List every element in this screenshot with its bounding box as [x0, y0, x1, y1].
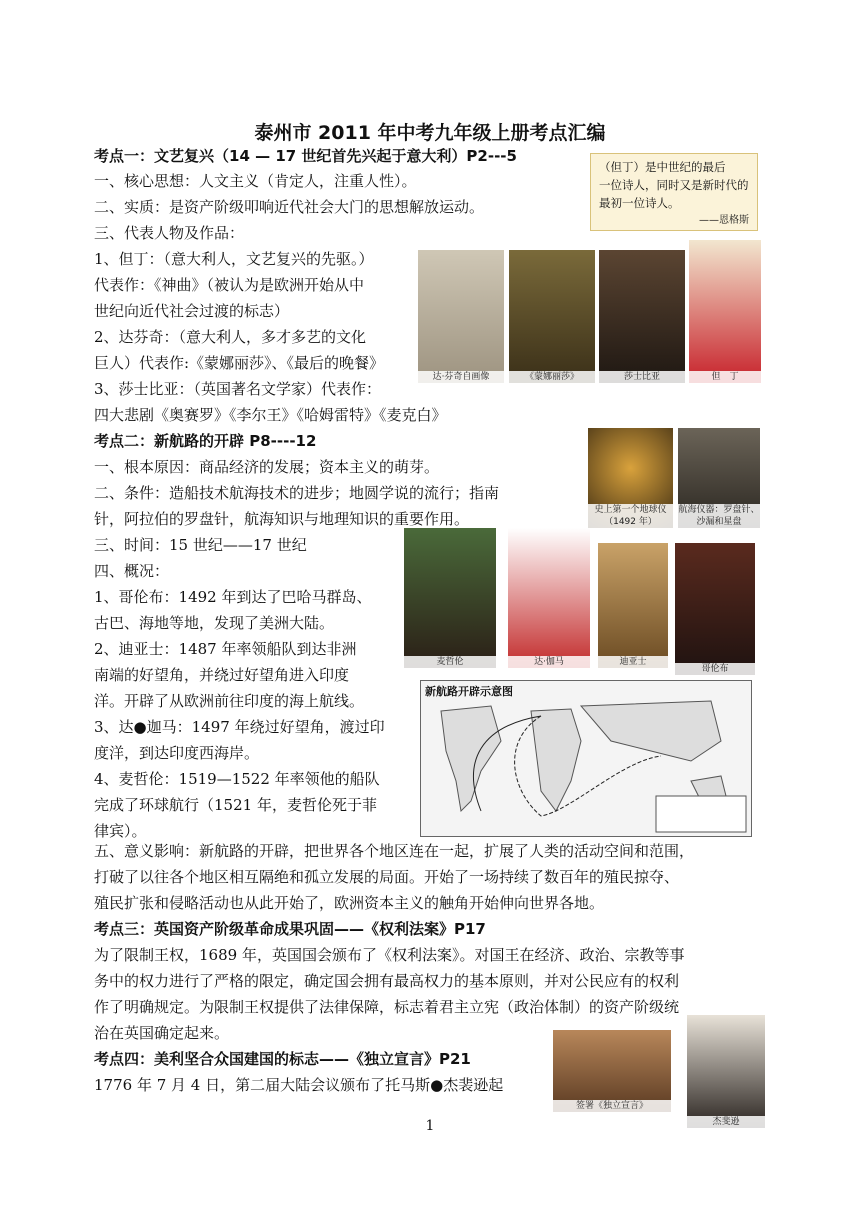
- page-number: 1: [425, 1118, 435, 1134]
- text-line: 1776 年 7 月 4 日，第二届大陆会议颁布了托马斯●杰裴逊起: [94, 1076, 504, 1094]
- text-line: 打破了以往各个地区相互隔绝和孤立发展的局面。开始了一场持续了数百年的殖民掠夺、: [94, 868, 680, 886]
- dias-portrait: [598, 543, 668, 668]
- voyage-map: [420, 680, 752, 837]
- quote-line: 最初一位诗人。: [599, 196, 680, 210]
- text-line: 完成了环球航行（1521 年，麦哲伦死于菲: [94, 796, 377, 814]
- text-line: 2、达芬奇：（意大利人，多才多艺的文化: [94, 328, 367, 346]
- caption: 史上第一个地球仪（1492 年）: [588, 504, 673, 528]
- text-line: 治在英国确定起来。: [94, 1024, 230, 1042]
- map-drawing: [421, 681, 751, 836]
- caption: 莎士比亚: [599, 371, 685, 383]
- text-line: 为了限制王权，1689 年，英国国会颁布了《权利法案》。对国王在经济、政治、宗教等事: [94, 946, 685, 964]
- davinci-portrait: [418, 250, 504, 383]
- jefferson-portrait: [687, 1015, 765, 1128]
- compass-image: [678, 428, 760, 528]
- caption: 航海仪器：罗盘针、沙漏和星盘: [678, 505, 760, 527]
- text-line: 度洋，到达印度西海岸。: [94, 744, 260, 762]
- quote-line: 一位诗人，同时又是新时代的: [599, 178, 749, 192]
- text-line: 代表作：《神曲》（被认为是欧洲开始从中: [94, 276, 365, 294]
- magellan-portrait: [404, 528, 496, 668]
- text-line: 二、条件：造船技术航海技术的进步；地圆学说的流行；指南: [94, 484, 500, 502]
- text-line: 世纪向近代社会过渡的标志）: [94, 302, 290, 320]
- columbus-portrait: [675, 543, 755, 675]
- text-line: 二、实质：是资产阶级叩响近代社会大门的思想解放运动。: [94, 198, 485, 216]
- section-heading: 考点一：文艺复兴（14 — 17 世纪首先兴起于意大利）P2---5: [94, 147, 517, 165]
- map-title: 新航路开辟示意图: [425, 685, 513, 698]
- declaration-painting: [553, 1030, 671, 1112]
- section-heading: 考点三：英国资产阶级革命成果巩固——《权利法案》P17: [94, 920, 486, 938]
- text-line: 务中的权力进行了严格的限定，确定国会拥有最高权力的基本原则，并对公民应有的权利: [94, 972, 680, 990]
- caption: 杰斐逊: [687, 1116, 765, 1128]
- caption: 签署《独立宣言》: [553, 1100, 671, 1112]
- text-line: 古巴、海地等地，发现了美洲大陆。: [94, 614, 335, 632]
- shakespeare-portrait: [599, 250, 685, 383]
- text-line: 1、但丁：（意大利人，文艺复兴的先驱。）: [94, 250, 374, 268]
- text-line: 洋。开辟了从欧洲前往印度的海上航线。: [94, 692, 365, 710]
- text-line: 三、时间：15 世纪——17 世纪: [94, 536, 307, 554]
- text-line: 律宾）。: [94, 822, 147, 840]
- text-line: 四大悲剧《奥赛罗》《李尔王》《哈姆雷特》《麦克白》: [94, 406, 447, 424]
- text-line: 1、哥伦布：1492 年到达了巴哈马群岛、: [94, 588, 372, 606]
- text-line: 一、核心思想：人文主义（肯定人，注重人性）。: [94, 172, 417, 190]
- caption: 达·芬奇自画像: [418, 371, 504, 383]
- text-line: 殖民扩张和侵略活动也从此开始了，欧洲资本主义的触角开始伸向世界各地。: [94, 894, 605, 912]
- quote-box: [590, 153, 758, 231]
- text-line: 4、麦哲伦：1519—1522 年率领他的船队: [94, 770, 380, 788]
- mona-lisa-image: [509, 250, 595, 383]
- text-line: 作了明确规定。为限制王权提供了法律保障，标志着君主立宪（政治体制）的资产阶级统: [94, 998, 680, 1016]
- page-title: 泰州市 2011 年中考九年级上册考点汇编: [254, 122, 606, 144]
- quote-author: ——恩格斯: [699, 215, 749, 226]
- text-line: 3、达●迦马：1497 年绕过好望角，渡过印: [94, 718, 385, 736]
- caption: 《蒙娜丽莎》: [509, 371, 595, 383]
- da-gama-portrait: [508, 528, 590, 668]
- text-line: 四、概况：: [94, 562, 170, 580]
- caption: 哥伦布: [675, 663, 755, 675]
- caption: 麦哲伦: [404, 656, 496, 668]
- caption: 达·伽马: [508, 656, 590, 668]
- quote-line: （但丁）是中世纪的最后: [599, 160, 726, 174]
- section-heading: 考点二：新航路的开辟 P8----12: [94, 432, 317, 450]
- dante-portrait: [689, 240, 761, 383]
- text-line: 针，阿拉伯的罗盘针，航海知识与地理知识的重要作用。: [94, 510, 470, 528]
- text-line: 三、代表人物及作品：: [94, 224, 245, 242]
- section-heading: 考点四：美利坚合众国建国的标志——《独立宣言》P21: [94, 1050, 471, 1068]
- text-line: 五、意义影响：新航路的开辟，把世界各个地区连在一起，扩展了人类的活动空间和范围，: [94, 842, 695, 860]
- text-line: 一、根本原因：商品经济的发展；资本主义的萌芽。: [94, 458, 440, 476]
- text-line: 2、迪亚士：1487 年率领船队到达非洲: [94, 640, 357, 658]
- caption: 迪亚士: [598, 656, 668, 668]
- text-line: 3、莎士比亚：（英国著名文学家）代表作：: [94, 380, 382, 398]
- caption: 但 丁: [689, 371, 761, 383]
- globe-image: [588, 428, 673, 528]
- text-line: 巨人）代表作:《蒙娜丽莎》、《最后的晚餐》: [94, 354, 385, 372]
- text-line: 南端的好望角，并绕过好望角进入印度: [94, 666, 350, 684]
